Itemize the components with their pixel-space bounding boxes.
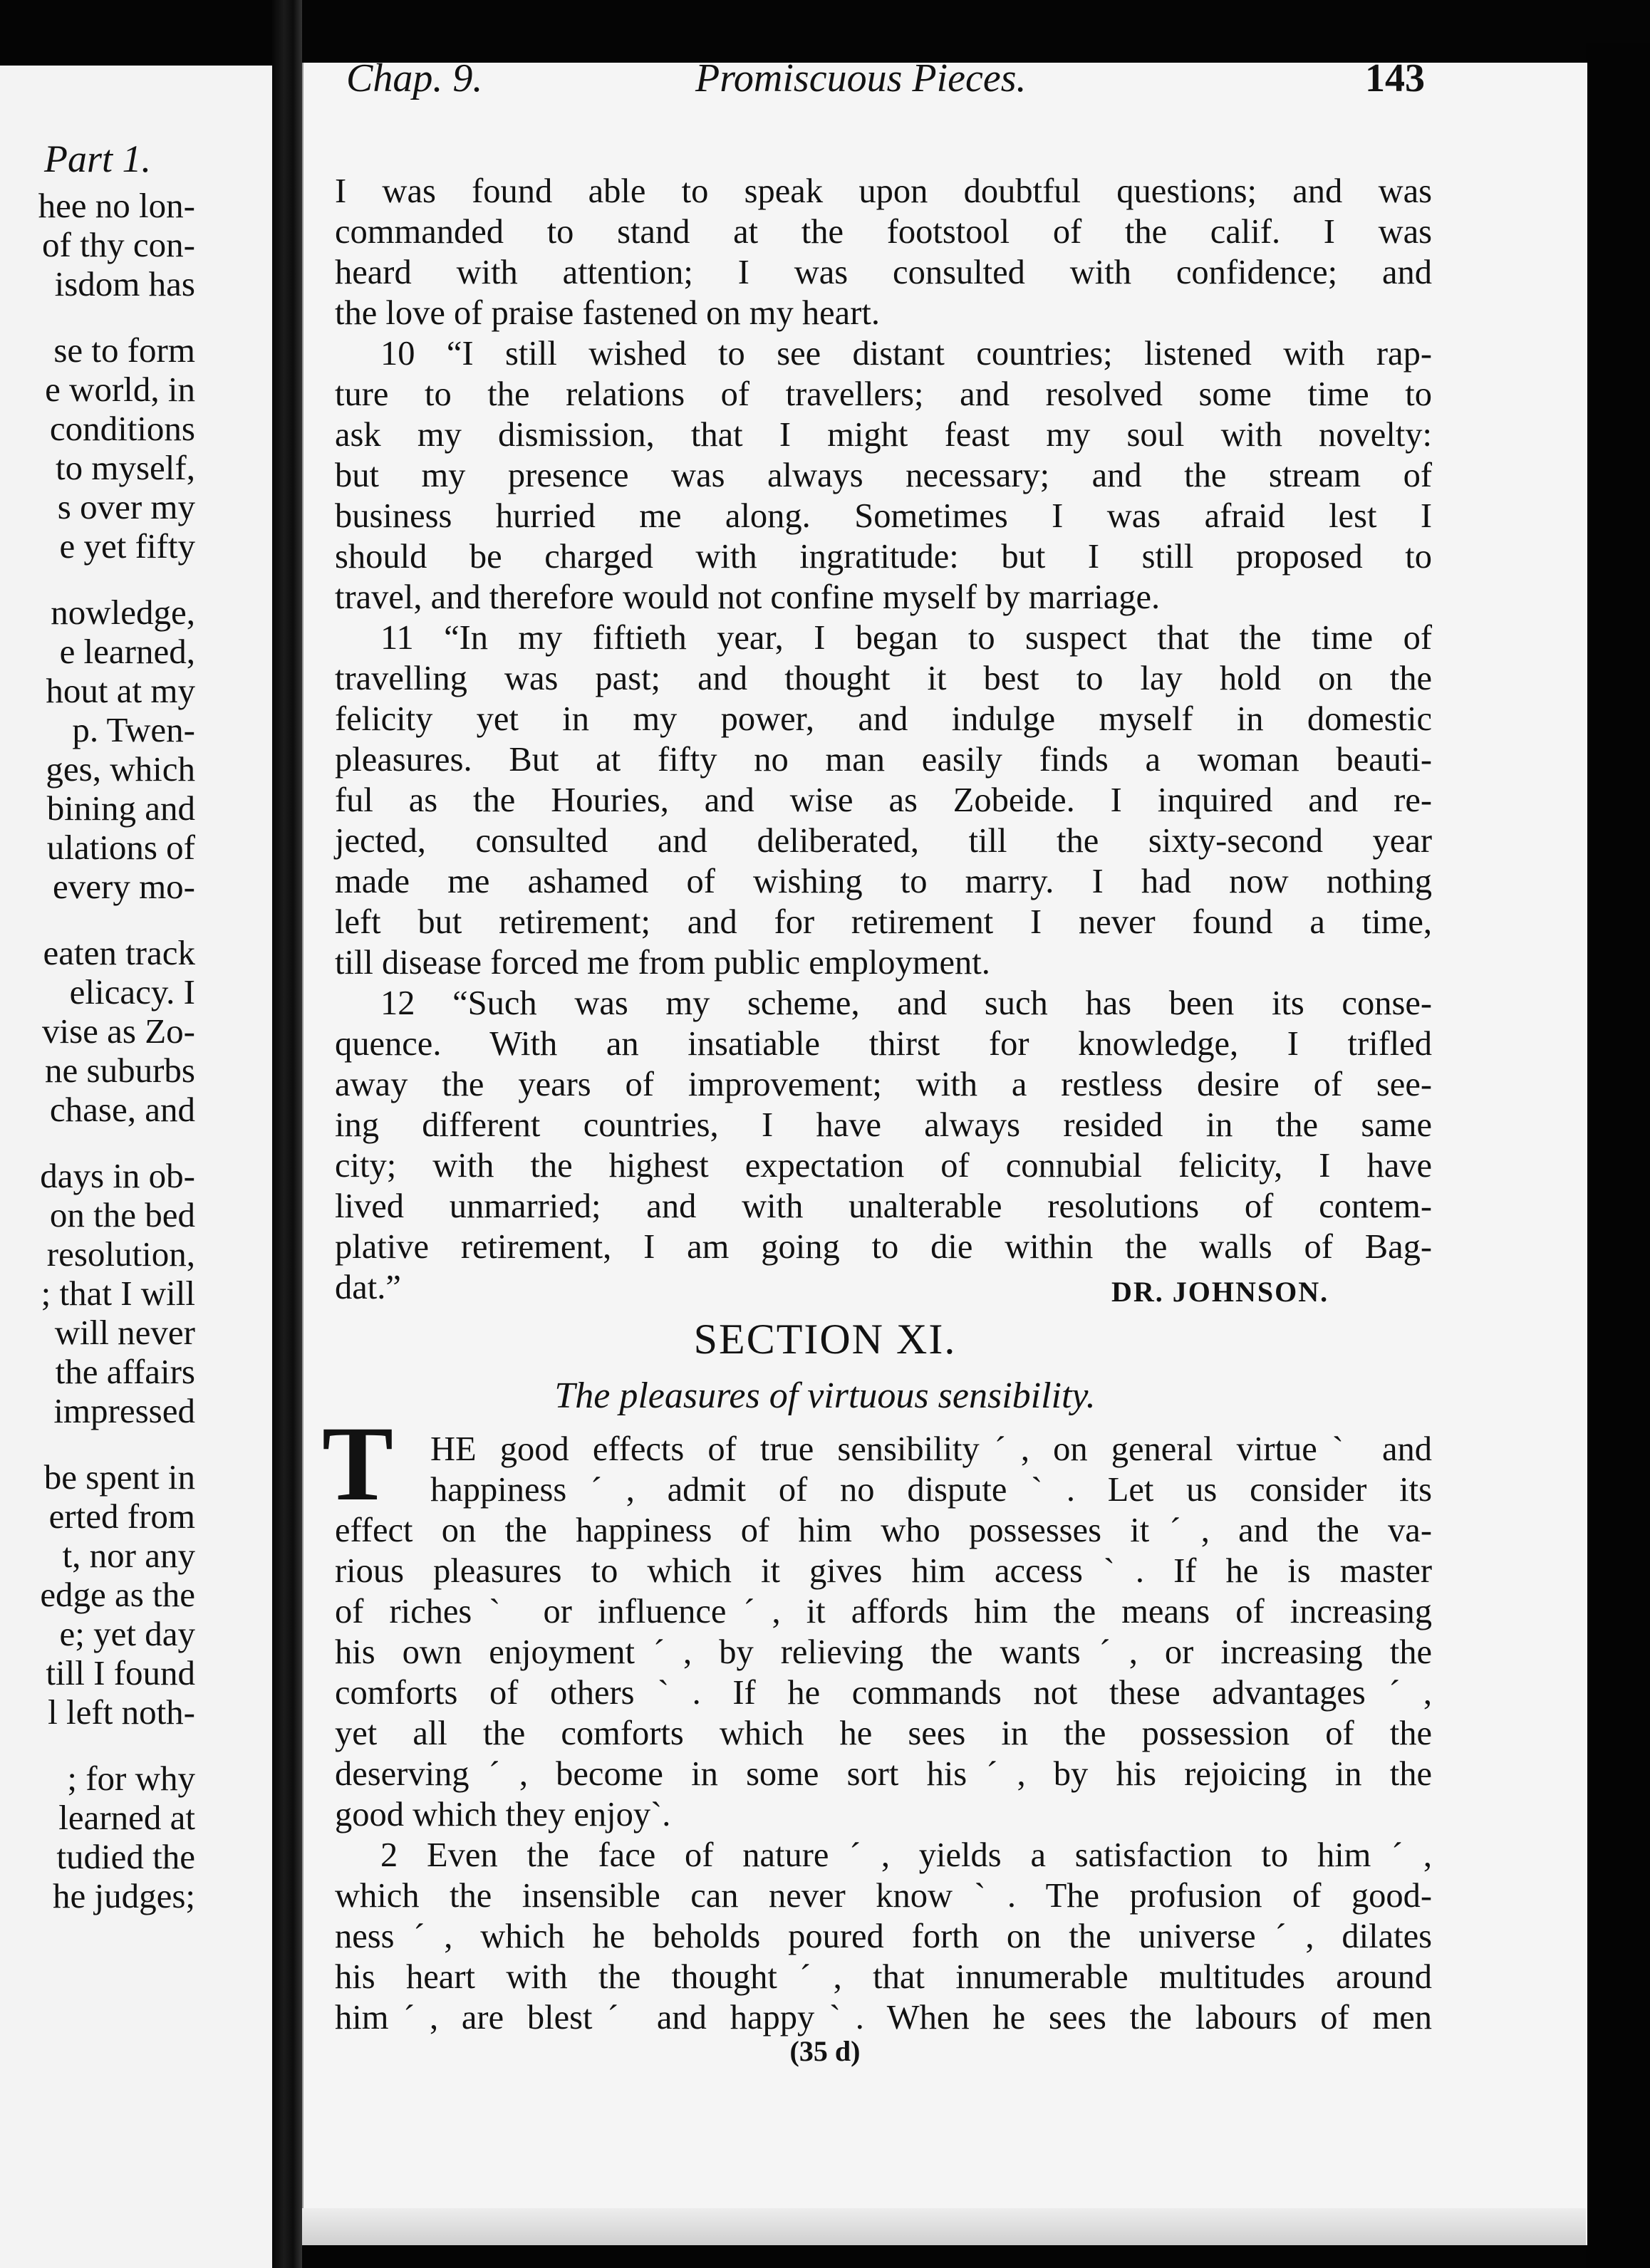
text-line: deservingˊ, become in some sort hisˊ, by his rejoicing in the bbox=[335, 1755, 1432, 1793]
left-text-line: eaten track bbox=[43, 933, 195, 972]
text-line: travel, and therefore would not confine myself by marriage. bbox=[335, 578, 1161, 616]
text-line: heard with attention; I was consulted with confidence; and bbox=[335, 254, 1432, 291]
left-text-line: will never bbox=[54, 1313, 195, 1352]
text-line: 11 “In my fiftieth year, I began to suspect that the time of bbox=[380, 619, 1432, 657]
left-text-line: erted from bbox=[48, 1497, 195, 1536]
left-text-line: ; that I will bbox=[41, 1274, 195, 1313]
text-line: his own enjoymentˊ, by relieving the wantsˊ, or increasing the bbox=[335, 1633, 1432, 1671]
section-text bbox=[335, 1429, 1432, 2038]
section-heading: SECTION XI. bbox=[693, 1316, 957, 1363]
text-line: I was found able to speak upon doubtful questions; and was bbox=[335, 172, 1432, 210]
left-text-line: isdom has bbox=[54, 264, 195, 303]
text-line: travelling was past; and thought it best to lay hold on the bbox=[335, 660, 1432, 697]
page-edge-shadow bbox=[1586, 43, 1650, 2268]
left-text-line: bining and bbox=[46, 789, 195, 828]
text-line: rious pleasures to which it gives him accessˋ. If he is master bbox=[335, 1552, 1432, 1590]
running-title: Promiscuous Pieces. bbox=[695, 56, 1027, 100]
text-line: jected, consulted and deliberated, till the sixty-second year bbox=[335, 822, 1432, 860]
text-line: 2 Even the face of natureˊ, yields a satisfaction to himˊ, bbox=[380, 1836, 1432, 1874]
text-line: left but retirement; and for retirement I never found a time, bbox=[335, 903, 1432, 941]
text-line: nessˊ, which he beholds poured forth on the universeˊ, dilates bbox=[335, 1918, 1432, 1955]
left-text-line: edge as the bbox=[40, 1575, 195, 1614]
text-line: commanded to stand at the footstool of the calif. I was bbox=[335, 213, 1432, 251]
left-text-line: to myself, bbox=[56, 448, 195, 487]
left-text-line: every mo- bbox=[53, 867, 195, 906]
left-page bbox=[0, 66, 272, 2268]
author-signature: DR. JOHNSON. bbox=[1111, 1276, 1329, 1308]
left-text-line: tudied the bbox=[56, 1837, 195, 1876]
text-line: which the insensible can never knowˋ. The profusion of good- bbox=[335, 1877, 1432, 1915]
left-text-line: chase, and bbox=[49, 1090, 195, 1129]
text-line: happinessˊ, admit of no disputeˋ. Let us consider its bbox=[430, 1471, 1432, 1509]
left-page-header: Part 1. bbox=[44, 137, 152, 180]
left-text-line: on the bed bbox=[49, 1195, 195, 1234]
text-line: ture to the relations of travellers; and resolved some time to bbox=[335, 375, 1432, 413]
text-line: himˊ, are blestˊ and happyˋ. When he sees the labours of men bbox=[335, 1999, 1432, 2036]
left-text-line: e world, in bbox=[45, 370, 195, 409]
text-line: yet all the comforts which he sees in the possession of the bbox=[335, 1715, 1432, 1752]
left-text-line: e; yet day bbox=[59, 1614, 195, 1653]
text-line: comforts of othersˋ. If he commands not these advantagesˊ, bbox=[335, 1674, 1432, 1712]
left-text-line: t, nor any bbox=[62, 1536, 195, 1575]
text-line: his heart with the thoughtˊ, that innumerable multitudes around bbox=[335, 1958, 1432, 1996]
left-text-line: impressed bbox=[53, 1391, 195, 1430]
text-line: lived unmarried; and with unalterable resolutions of contem- bbox=[335, 1187, 1432, 1225]
left-text-line: be spent in bbox=[43, 1457, 195, 1497]
text-line: effect on the happiness of him who possesses itˊ, and the va- bbox=[335, 1512, 1432, 1549]
left-text-line: ges, which bbox=[46, 749, 195, 789]
left-text-line: ; for why bbox=[67, 1759, 195, 1798]
left-text-line: elicacy. I bbox=[69, 972, 195, 1011]
text-line: city; with the highest expectation of connubial felicity, I have bbox=[335, 1147, 1432, 1185]
page-number: 143 bbox=[1365, 56, 1425, 100]
left-text-line: he judges; bbox=[52, 1876, 195, 1915]
left-text-line: se to form bbox=[53, 331, 195, 370]
text-line: good which they enjoyˋ. bbox=[335, 1796, 671, 1833]
left-text-line: till I found bbox=[46, 1653, 195, 1692]
drop-cap: T bbox=[322, 1405, 394, 1523]
left-text-line: nowledge, bbox=[51, 593, 195, 632]
body-text bbox=[335, 171, 1432, 1308]
left-text-line: l left noth- bbox=[48, 1692, 195, 1732]
left-text-line: vise as Zo- bbox=[42, 1011, 195, 1051]
left-text-line: of thy con- bbox=[42, 225, 195, 264]
text-line: the love of praise fastened on my heart. bbox=[335, 294, 880, 332]
text-line: ing different countries, I have always resided in the same bbox=[335, 1106, 1432, 1144]
signature-mark: (35 d) bbox=[789, 2035, 861, 2067]
text-line: should be charged with ingratitude: but I still proposed to bbox=[335, 538, 1432, 576]
text-line: pleasures. But at fifty no man easily finds a woman beauti- bbox=[335, 741, 1432, 779]
text-line: business hurried me along. Sometimes I was afraid lest I bbox=[335, 497, 1432, 535]
left-text-line: p. Twen- bbox=[72, 710, 195, 749]
chapter-header: Chap. 9. bbox=[346, 56, 483, 100]
text-line: till disease forced me from public employment. bbox=[335, 944, 990, 982]
left-text-line: s over my bbox=[57, 487, 195, 526]
book-gutter bbox=[272, 0, 302, 2268]
left-text-line: conditions bbox=[49, 409, 195, 448]
text-line: made me ashamed of wishing to marry. I had now nothing bbox=[335, 863, 1432, 900]
text-line: quence. With an insatiable thirst for knowledge, I trifled bbox=[335, 1025, 1432, 1063]
left-text-line: the affairs bbox=[55, 1352, 195, 1391]
text-line: 10 “I still wished to see distant countries; listened with rap- bbox=[380, 335, 1432, 373]
text-line: plative retirement, I am going to die within the walls of Bag- bbox=[335, 1228, 1432, 1266]
left-text-line: ulations of bbox=[46, 828, 195, 867]
left-text-line: resolution, bbox=[46, 1234, 195, 1274]
text-line: ful as the Houries, and wise as Zobeide. I inquired and re- bbox=[335, 781, 1432, 819]
left-text-line: days in ob- bbox=[40, 1156, 195, 1195]
text-line: ask my dismission, that I might feast my soul with novelty: bbox=[335, 416, 1432, 454]
text-line: away the years of improvement; with a restless desire of see- bbox=[335, 1066, 1432, 1103]
text-line: 12 “Such was my scheme, and such has been its conse- bbox=[380, 984, 1432, 1022]
left-text-line: e yet fifty bbox=[59, 526, 195, 566]
text-line: HE good effects of true sensibilityˊ, on general virtueˋ and bbox=[430, 1430, 1432, 1468]
left-text-line: hout at my bbox=[46, 671, 195, 710]
section-subtitle: The pleasures of virtuous sensibility. bbox=[554, 1375, 1096, 1416]
left-text-line: ne suburbs bbox=[45, 1051, 195, 1090]
text-line: but my presence was always necessary; and the stream of bbox=[335, 457, 1432, 494]
text-line: dat.” bbox=[335, 1269, 401, 1306]
text-line: felicity yet in my power, and indulge myself in domestic bbox=[335, 700, 1432, 738]
left-text-line: learned at bbox=[58, 1798, 195, 1837]
left-text-line: e learned, bbox=[59, 632, 195, 671]
text-line: of richesˋ or influenceˊ, it affords him the means of increasing bbox=[335, 1593, 1432, 1630]
left-text-line: hee no lon- bbox=[38, 186, 195, 225]
page-bottom-edge bbox=[302, 2208, 1586, 2245]
